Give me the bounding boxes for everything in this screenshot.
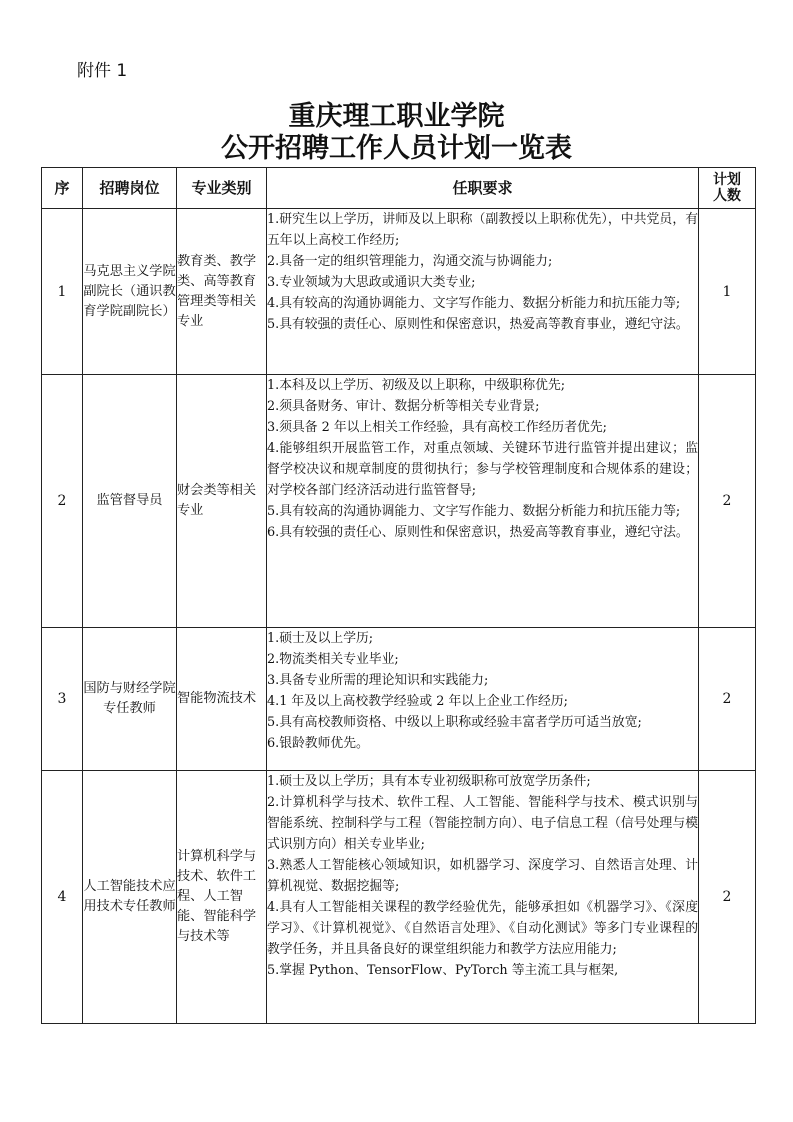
table-row	[42, 375, 756, 628]
row-requirements	[267, 771, 699, 1024]
requirement-item: 5.具有较强的责任心、原则性和保密意识，热爱高等教育事业，遵纪守法。	[267, 317, 689, 332]
requirement-item: 6.具有较强的责任心、原则性和保密意识，热爱高等教育事业，遵纪守法。	[267, 525, 689, 540]
header-requirements: 任职要求	[267, 168, 699, 209]
requirement-item: 3.专业领域为大思政或通识大类专业;	[267, 275, 476, 290]
row-requirements	[267, 209, 699, 375]
row-count: 1	[699, 209, 756, 375]
requirement-item: 3.具备专业所需的理论知识和实践能力;	[267, 673, 489, 688]
requirement-item: 2.计算机科学与技术、软件工程、人工智能、智能科学与技术、模式识别与智能系统、控制科学与工程（智能控制方向）、电子信息工程（信号处理与模式识别方向）相关专业毕业;	[267, 795, 698, 852]
requirement-item: 1.研究生以上学历，讲师及以上职称（副教授以上职称优先），中共党员，有五年以上高校工作经历;	[267, 212, 698, 248]
row-requirements	[267, 375, 699, 628]
table-row	[42, 209, 756, 375]
row-seq: 2	[42, 375, 83, 628]
requirement-item: 3.须具备 2 年以上相关工作经验，具有高校工作经历者优先;	[267, 420, 607, 435]
table-row	[42, 628, 756, 771]
row-major: 教育类、教学类、高等教育管理类等相关专业	[177, 209, 267, 375]
requirement-item: 5.具有较高的沟通协调能力、文字写作能力、数据分析能力和抗压能力等;	[267, 504, 681, 519]
header-seq: 序	[42, 168, 83, 209]
requirement-item: 4.具有人工智能相关课程的教学经验优先，能够承担如《机器学习》、《深度学习》、《计算机视觉》、《自然语言处理》、《自动化测试》等多门专业课程的教学任务，并且具备良好的课堂组织能力和教学方法应用能力;	[267, 900, 698, 957]
recruitment-plan-table	[41, 167, 756, 1024]
attachment-label: 附件 1	[77, 61, 128, 81]
requirement-item: 5.掌握 Python、TensorFlow、PyTorch 等主流工具与框架,	[267, 963, 619, 978]
row-position: 监管督导员	[83, 375, 177, 628]
header-major: 专业类别	[177, 168, 267, 209]
table-header-row	[42, 168, 756, 209]
row-count: 2	[699, 771, 756, 1024]
requirement-item: 3.熟悉人工智能核心领域知识，如机器学习、深度学习、自然语言处理、计算机视觉、数据挖掘等;	[267, 858, 698, 894]
row-major: 财会类等相关专业	[177, 375, 267, 628]
requirement-item: 4.能够组织开展监管工作，对重点领域、关键环节进行监管并提出建议；监督学校决议和规章制度的贯彻执行；参与学校管理制度和合规体系的建设；对学校各部门经济活动进行监管督导;	[267, 441, 698, 498]
row-major: 计算机科学与技术、软件工程、人工智能、智能科学与技术等	[177, 771, 267, 1024]
row-count: 2	[699, 375, 756, 628]
requirement-item: 4.具有较高的沟通协调能力、文字写作能力、数据分析能力和抗压能力等;	[267, 296, 681, 311]
row-seq: 3	[42, 628, 83, 771]
requirement-item: 2.物流类相关专业毕业;	[267, 652, 399, 667]
requirement-item: 2.须具备财务、审计、数据分析等相关专业背景;	[267, 399, 540, 414]
requirement-item: 1.硕士及以上学历;	[267, 631, 374, 646]
row-position: 国防与财经学院专任教师	[83, 628, 177, 771]
requirement-item: 2.具备一定的组织管理能力，沟通交流与协调能力;	[267, 254, 553, 269]
table-row	[42, 771, 756, 1024]
requirement-item: 6.银龄教师优先。	[267, 736, 369, 751]
page-title-line2: 公开招聘工作人员计划一览表	[221, 133, 572, 164]
page-title-line1: 重庆理工职业学院	[288, 101, 505, 132]
row-requirements	[267, 628, 699, 771]
row-seq: 4	[42, 771, 83, 1024]
row-seq: 1	[42, 209, 83, 375]
header-position: 招聘岗位	[83, 168, 177, 209]
row-major: 智能物流技术	[177, 628, 267, 771]
requirement-item: 1.本科及以上学历、初级及以上职称，中级职称优先;	[267, 378, 566, 393]
header-count-line2: 人数	[713, 188, 741, 204]
row-count: 2	[699, 628, 756, 771]
requirement-item: 1.硕士及以上学历；具有本专业初级职称可放宽学历条件;	[267, 774, 591, 789]
row-position: 人工智能技术应用技术专任教师	[83, 771, 177, 1024]
header-count-line1: 计划	[713, 172, 741, 188]
requirement-item: 4.1 年及以上高校教学经验或 2 年以上企业工作经历;	[267, 694, 568, 709]
requirement-item: 5.具有高校教师资格、中级以上职称或经验丰富者学历可适当放宽;	[267, 715, 642, 730]
row-position: 马克思主义学院副院长（通识教育学院副院长）	[83, 209, 177, 375]
header-count	[699, 168, 756, 209]
